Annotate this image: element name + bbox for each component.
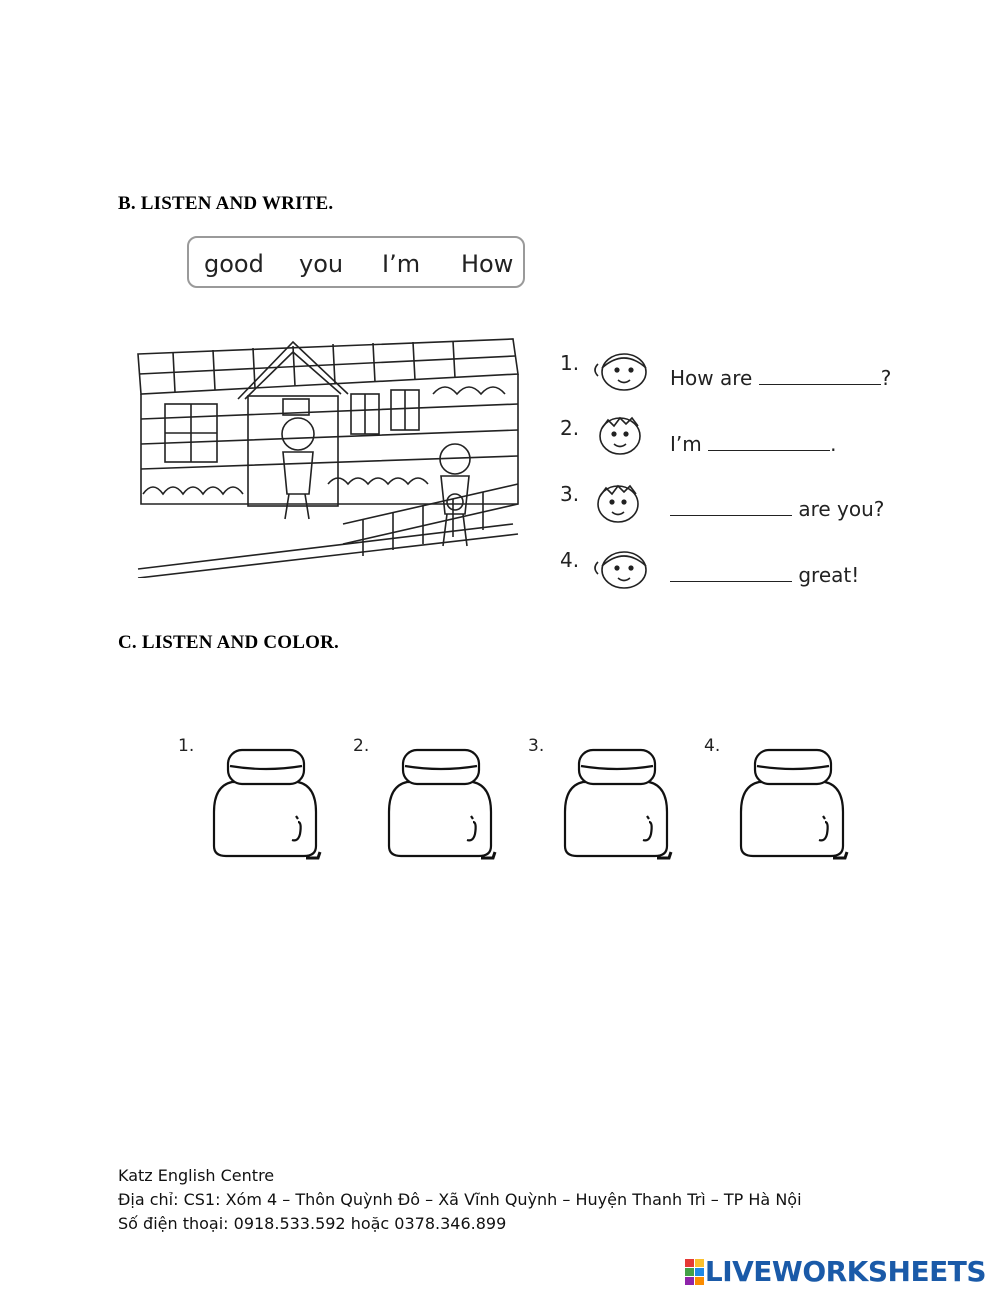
jar-number: 4. <box>704 736 721 756</box>
answer-blank[interactable] <box>670 497 792 516</box>
section-c-heading: C. LISTEN AND COLOR. <box>118 632 339 653</box>
item-2-line <box>670 432 836 456</box>
item-text: How are <box>670 366 753 390</box>
boy-face-icon <box>590 414 650 456</box>
item-text: . <box>830 432 837 456</box>
item-3-line <box>670 497 884 521</box>
word-bank-item: you <box>299 250 344 278</box>
jar-number: 3. <box>528 736 545 756</box>
item-4-line <box>670 563 859 587</box>
street-scene-illustration <box>133 334 525 578</box>
footer-centre-name: Katz English Centre <box>118 1166 275 1185</box>
item-number: 2. <box>560 416 580 440</box>
item-text: are you? <box>798 497 885 521</box>
item-text: ? <box>880 366 892 390</box>
word-bank-item: I’m <box>382 250 421 278</box>
item-text: I’m <box>670 432 702 456</box>
girl-face-icon <box>588 350 654 392</box>
item-text: great! <box>798 563 860 587</box>
word-bank-item: How <box>461 250 514 278</box>
answer-blank[interactable] <box>759 366 881 385</box>
item-number: 4. <box>560 548 580 572</box>
item-1-line <box>670 366 891 390</box>
blocks-logo-icon <box>685 1259 705 1285</box>
jar-4-icon[interactable] <box>737 742 849 860</box>
item-number: 3. <box>560 482 580 506</box>
logo-text: LIVEWORKSHEETS <box>704 1255 986 1288</box>
jar-3-icon[interactable] <box>561 742 673 860</box>
word-bank-item: good <box>204 250 264 278</box>
jar-1-icon[interactable] <box>210 742 322 860</box>
footer-phone: Số điện thoại: 0918.533.592 hoặc 0378.346.899 <box>118 1214 507 1233</box>
section-b-heading: B. LISTEN AND WRITE. <box>118 193 334 214</box>
girl-face-icon <box>588 548 654 590</box>
jar-number: 2. <box>353 736 370 756</box>
answer-blank[interactable] <box>708 432 830 451</box>
item-number: 1. <box>560 351 580 375</box>
jar-number: 1. <box>178 736 195 756</box>
liveworksheets-logo[interactable] <box>685 1255 986 1288</box>
footer-address: Địa chỉ: CS1: Xóm 4 – Thôn Quỳnh Đô – Xã Vĩnh Quỳnh – Huyện Thanh Trì – TP Hà Nội <box>118 1190 802 1209</box>
word-bank <box>187 236 525 288</box>
boy-face-icon <box>588 480 648 526</box>
jar-2-icon[interactable] <box>385 742 497 860</box>
footer <box>118 1164 802 1236</box>
answer-blank[interactable] <box>670 563 792 582</box>
